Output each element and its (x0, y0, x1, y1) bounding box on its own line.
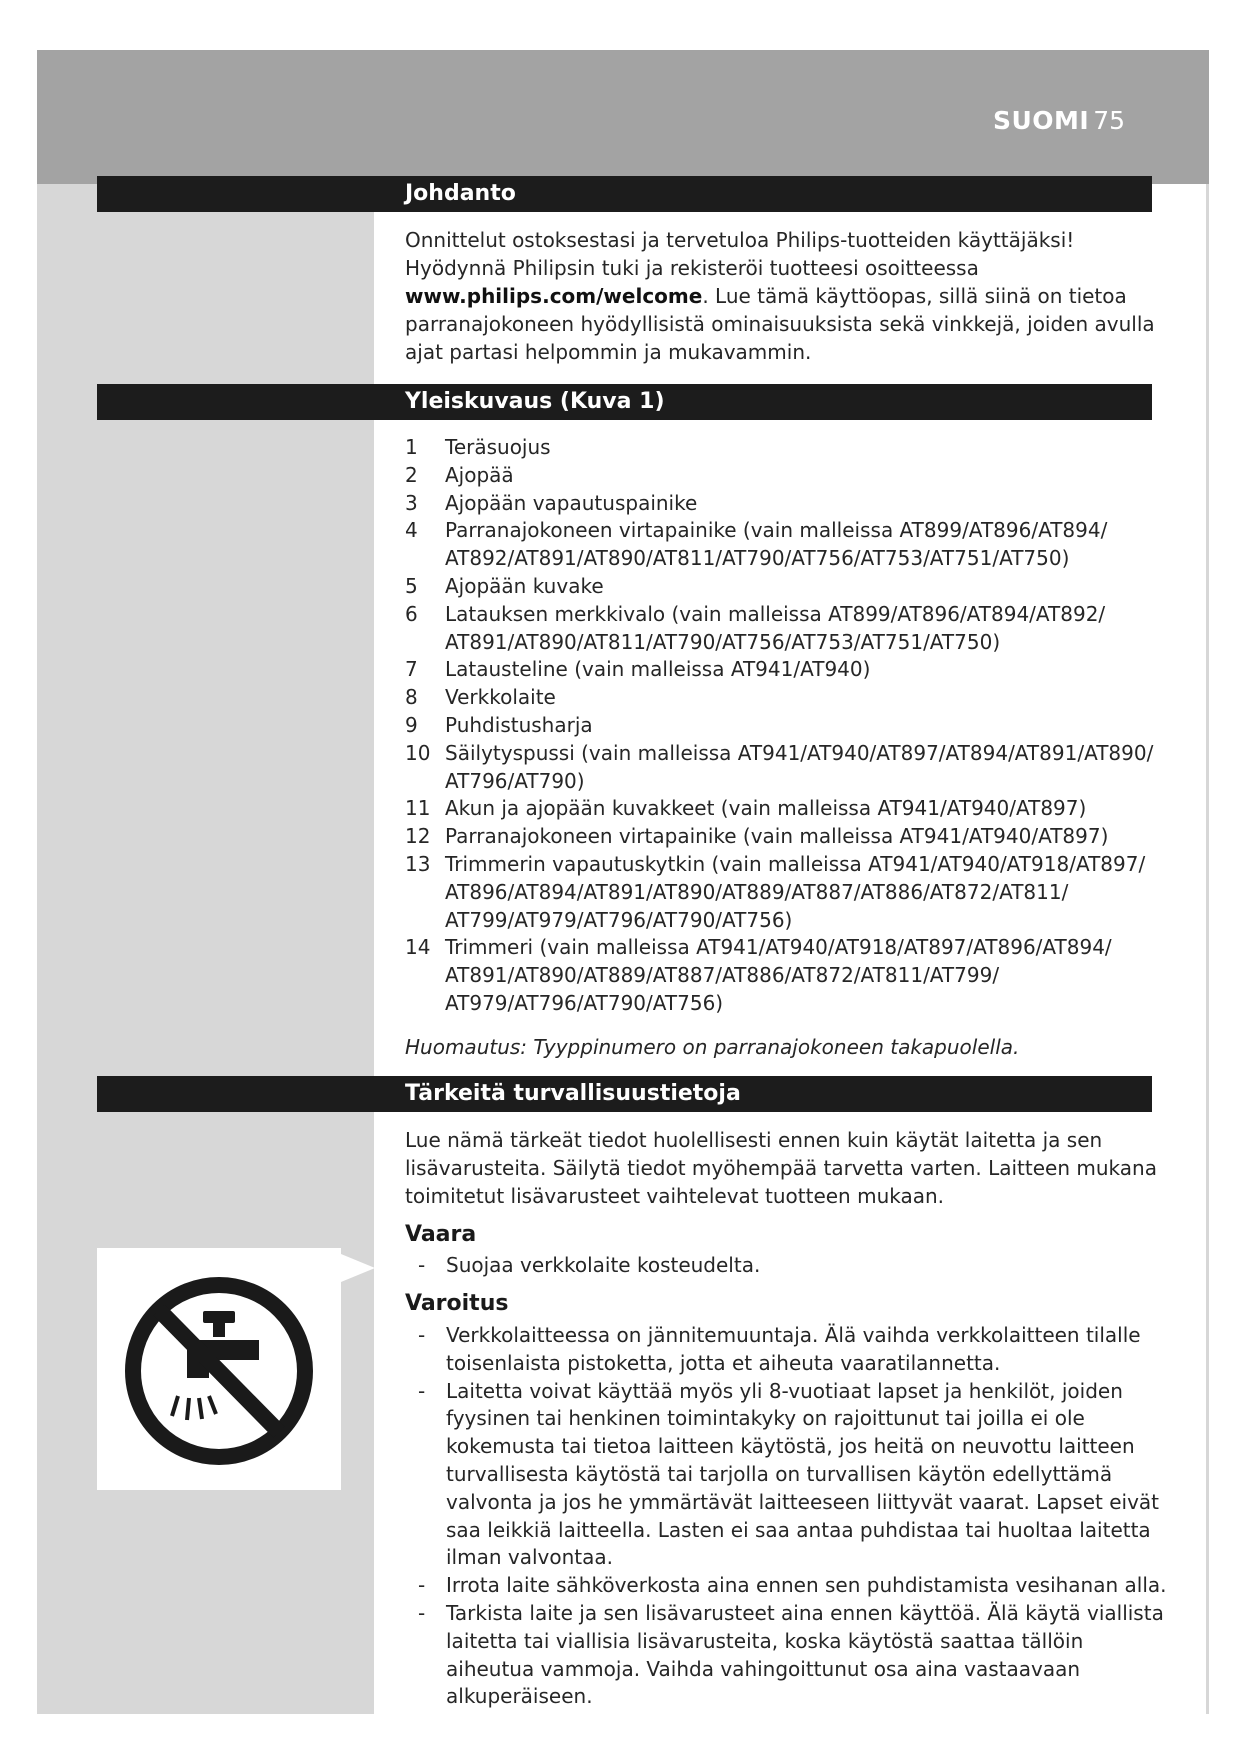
overview-item-text: Puhdistusharja (445, 712, 593, 737)
overview-item (405, 462, 1195, 490)
overview-item-number: 10 (405, 740, 431, 765)
safety-intro (405, 1126, 1165, 1210)
overview-item-text: Teräsuojus (445, 435, 551, 459)
section-title-overview: Yleiskuvaus (Kuva 1) (405, 389, 665, 414)
bullet-item (418, 1252, 1168, 1280)
overview-item (405, 656, 1195, 684)
overview-item-text: Parranajokoneen virtapainike (vain malleissa AT941/AT940/AT897) (445, 824, 1109, 849)
section-title-safety: Tärkeitä turvallisuustietoja (405, 1081, 741, 1106)
bullet-text: Laitetta voivat käyttää myös yli 8-vuotiaat lapset ja henkilöt, joiden fyysinen tai henkinen toimintakyky on rajoittunut tai joilla ei ole kokemusta tai tietoa laitteen käytöstä, jos heitä on neuvottu laitteen turvallisesta käytöstä tai tarjolla on turvallisen käytön edellyttämä valvonta ja jos he ymmärtävät laitteeseen liittyvät vaarat. Lapset eivät saa leikkiä laitteella. Lasten ei saa antaa puhdistaa tai huoltaa laitetta ilman valvontaa. (446, 1378, 1159, 1570)
overview-item-number: 2 (405, 462, 418, 487)
overview-item (405, 712, 1195, 740)
overview-item-text: Parranajokoneen virtapainike (vain malleissa AT899/AT896/AT894/ AT892/AT891/AT890/AT811/AT790/AT756/AT753/AT751/AT750) (445, 518, 1108, 571)
bullet-dash: - (418, 1378, 426, 1403)
overview-item (405, 573, 1195, 601)
section-title-intro: Johdanto (405, 181, 516, 206)
section-bar-overview (97, 384, 1152, 420)
bullet-text: Verkkolaitteessa on jännitemuuntaja. Älä vaihda verkkolaitteen tilalle toisenlaista pistoketta, jotta et aiheuta vaaratilannetta. (446, 1323, 1141, 1375)
overview-item (405, 934, 1195, 1017)
page-number: 75 (1093, 106, 1125, 135)
icon-pointer-arrow (341, 1254, 375, 1282)
danger-list (418, 1252, 1168, 1280)
bullet-item (418, 1378, 1168, 1573)
overview-item-number: 6 (405, 601, 418, 626)
model-number-note: Huomautus: Tyyppinumero on parranajokoneen takapuolella. (405, 1035, 1020, 1059)
overview-item-text: Säilytyspussi (vain malleissa AT941/AT940/AT897/AT894/AT891/AT890/ AT796/AT790) (445, 740, 1154, 793)
overview-item-text: Akun ja ajopään kuvakkeet (vain malleissa AT941/AT940/AT897) (445, 796, 1087, 821)
overview-item (405, 851, 1195, 934)
warning-list (418, 1322, 1168, 1711)
bullet-dash: - (418, 1573, 426, 1598)
overview-item-number: 7 (405, 657, 418, 682)
section-bar-intro (97, 176, 1152, 212)
overview-item (405, 434, 1195, 462)
overview-item-number: 9 (405, 712, 418, 737)
overview-item-text: Ajopää (445, 462, 514, 487)
intro-line-1: Onnittelut ostoksestasi ja tervetuloa Philips-tuotteiden käyttäjäksi! (405, 228, 1075, 252)
overview-parts-list (405, 434, 1195, 1018)
overview-item (405, 684, 1195, 712)
overview-item-number: 13 (405, 851, 431, 876)
bullet-item (418, 1322, 1168, 1378)
language-label: SUOMI (992, 106, 1090, 135)
overview-item (405, 740, 1195, 796)
bullet-dash: - (418, 1323, 426, 1347)
overview-item-text: Trimmerin vapautuskytkin (vain malleissa AT941/AT940/AT918/AT897/ AT896/AT894/AT891/AT890/AT889/AT887/AT886/AT872/AT811/ AT799/AT979/AT796/AT790/AT756) (445, 851, 1146, 932)
warning-heading: Varoitus (405, 1291, 509, 1316)
intro-line-2: Hyödynnä Philipsin tuki ja rekisteröi tuotteesi osoitteessa (405, 256, 979, 280)
section-bar-safety (97, 1076, 1152, 1112)
overview-item-number: 8 (405, 685, 418, 710)
danger-heading: Vaara (405, 1222, 477, 1247)
overview-item-text: Ajopään kuvake (445, 573, 604, 598)
bullet-text: Tarkista laite ja sen lisävarusteet aina ennen käyttöä. Älä käytä viallista laitetta tai viallisia lisävarusteita, koska käytöstä saattaa tällöin aiheutua vammoja. Vaihda vahingoittunut osa aina vastaavaan alkuperäiseen. (446, 1600, 1164, 1709)
overview-item-text: Verkkolaite (445, 685, 556, 710)
warning-icon-panel (97, 1248, 341, 1490)
intro-after-url: . Lue tämä käyttöopas, sillä siinä on tietoa parranajokoneen hyödyllisistä ominaisuuksista sekä vinkkejä, joiden avulla ajat partasi helpommin ja mukavammin. (405, 284, 1155, 364)
safety-intro-text: Lue nämä tärkeät tiedot huolellisesti ennen kuin käytät laitetta ja sen lisävarusteita. Säilytä tiedot myöhempää tarvetta varten. Laitteen mukana toimitetut lisävarusteet vaihtelevat tuotteen mukaan. (405, 1128, 1157, 1208)
overview-item-number: 3 (405, 490, 418, 515)
intro-text (405, 226, 1165, 366)
overview-item-number: 4 (405, 518, 418, 543)
overview-item (405, 601, 1195, 657)
overview-item-text: Latauksen merkkivalo (vain malleissa AT899/AT896/AT894/AT892/ AT891/AT890/AT811/AT790/AT756/AT753/AT751/AT750) (445, 601, 1106, 654)
overview-item-text: Ajopään vapautuspainike (445, 490, 698, 515)
welcome-url: www.philips.com/welcome (405, 284, 703, 308)
overview-item-number: 5 (405, 573, 418, 598)
overview-item (405, 823, 1195, 851)
bullet-item (418, 1600, 1168, 1711)
overview-item-number: 12 (405, 824, 431, 849)
bullet-text: Suojaa verkkolaite kosteudelta. (446, 1253, 761, 1277)
bullet-item (418, 1572, 1168, 1600)
bullet-dash: - (418, 1600, 426, 1625)
overview-item-number: 1 (405, 435, 418, 459)
intro-paragraph (405, 282, 1165, 366)
overview-item (405, 490, 1195, 518)
overview-item-number: 14 (405, 935, 431, 960)
page-header-label (993, 106, 1125, 135)
overview-item (405, 517, 1195, 573)
bullet-text: Irrota laite sähköverkosta aina ennen sen puhdistamista vesihanan alla. (446, 1573, 1167, 1598)
overview-item (405, 795, 1195, 823)
right-margin-edge (1206, 184, 1209, 1714)
bullet-dash: - (418, 1253, 426, 1277)
no-water-tap-icon (97, 1248, 341, 1490)
overview-item-text: Latausteline (vain malleissa AT941/AT940) (445, 657, 871, 682)
overview-item-number: 11 (405, 796, 431, 821)
overview-item-text: Trimmeri (vain malleissa AT941/AT940/AT918/AT897/AT896/AT894/ AT891/AT890/AT889/AT887/AT886/AT872/AT811/AT799/ AT979/AT796/AT790/AT756) (445, 935, 1112, 1015)
